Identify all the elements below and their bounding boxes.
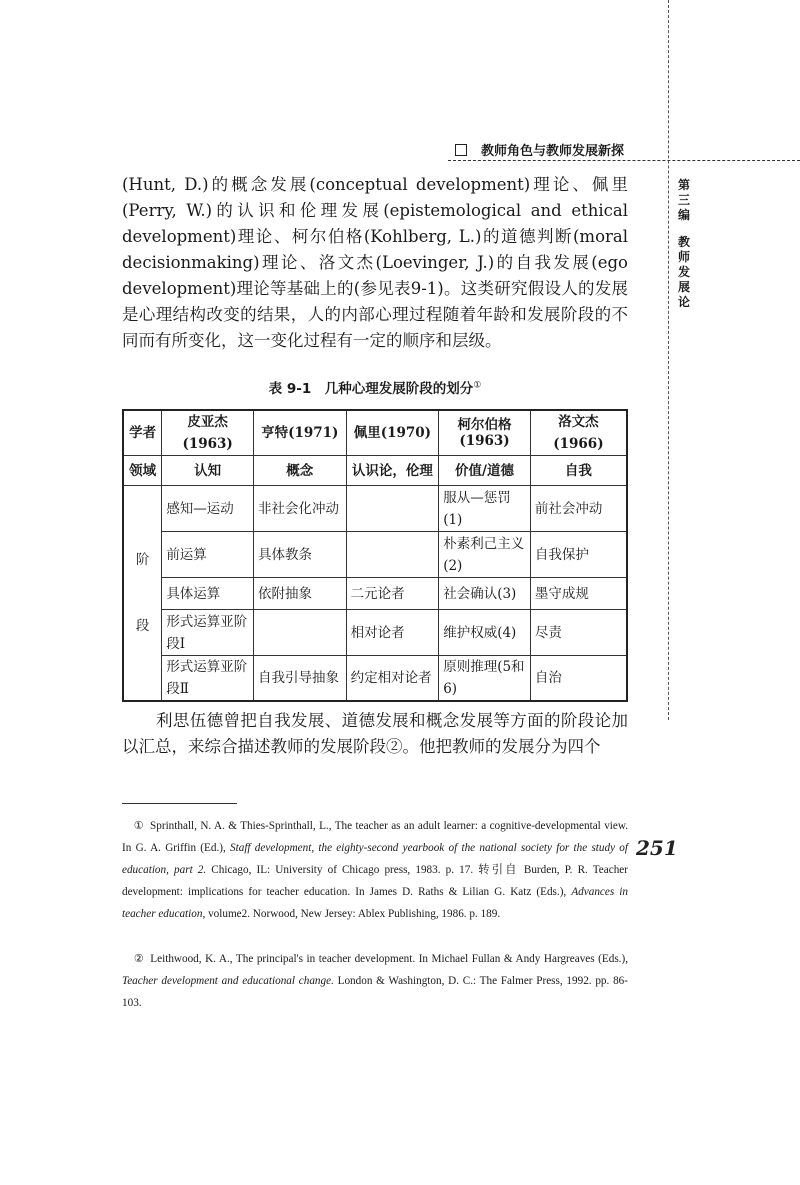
body-paragraph: 利思伍德曾把自我发展、道德发展和概念发展等方面的阶段论加以汇总，来综合描述教师的发展阶段②。他把教师的发展分为四个 <box>122 711 628 756</box>
table-cell: 前社会冲动 <box>530 486 627 532</box>
footnote-text: Chicago, IL: University of Chicago press, 1983. p. 17. 转引自 Burden, P. R. Teacher development: implications for teacher education. In James D. Raths & Lilian G. Katz (Eds.), <box>122 864 628 898</box>
footnote-1 <box>122 815 628 925</box>
margin-dashed-rule <box>668 0 669 720</box>
table-header-cell: 皮亚杰(1963) <box>162 410 254 456</box>
table-cell: 认识论，伦理 <box>346 456 439 486</box>
table-header-cell: 学者 <box>123 410 162 456</box>
table-cell: 具体运算 <box>162 578 254 610</box>
table-cell: 形式运算亚阶段Ⅰ <box>162 610 254 656</box>
footnote-mark: ① <box>133 820 145 832</box>
table-row <box>123 656 627 702</box>
table-header-cell: 亨特(1971) <box>253 410 346 456</box>
table-cell: 领域 <box>123 456 162 486</box>
table-cell: 原则推理(5和6) <box>439 656 531 702</box>
body-paragraph: (Hunt, D.)的概念发展(conceptual development)理论、佩里(Perry, W.)的认识和伦理发展(epistemological and ethical development)理论、柯尔伯格(Kohlberg, L.)的道德判断(moral decisionmaking)理论、洛文杰(Loevinger, J.)的自我发展(ego development)理论等基础上的(参见表9-1)。这类研究假设人的发展是心理结构改变的结果，人的内部心理过程随着年龄和发展阶段的不同而有所变化，这一变化过程有一定的顺序和层级。 <box>122 175 628 350</box>
table-cell: 依附抽象 <box>253 578 346 610</box>
footnote-text: Leithwood, K. A., The principal's in teacher development. In Michael Fullan & Andy Hargreaves (Eds.), <box>150 953 628 965</box>
table-cell: 约定相对论者 <box>346 656 439 702</box>
page-number: 251 <box>636 836 678 860</box>
side-tab-section: 教师发展论 <box>677 235 690 309</box>
table-header-cell: 佩里(1970) <box>346 410 439 456</box>
table-cell: 自我保护 <box>530 532 627 578</box>
footnote-italic: Teacher development and educational change. <box>122 975 334 987</box>
stage-label-cell <box>123 486 162 702</box>
table-cell <box>253 610 346 656</box>
footnote-text: volume2. Norwood, New Jersey: Ablex Publishing, 1986. p. 189. <box>205 908 501 920</box>
side-tab <box>676 178 692 310</box>
table-cell: 概念 <box>253 456 346 486</box>
square-bullet-icon <box>455 144 467 156</box>
stage-label: 段 <box>135 618 150 634</box>
table-domain-row <box>123 456 627 486</box>
footnote-italic: Advances in teacher education, <box>122 886 628 920</box>
table-cell: 自我 <box>530 456 627 486</box>
caption-text: 表 9-1 几种心理发展阶段的划分 <box>268 381 474 397</box>
table-header-row <box>123 410 627 456</box>
stages-table <box>122 409 628 702</box>
table-cell: 非社会化冲动 <box>253 486 346 532</box>
side-tab-part: 第三编 <box>677 178 690 222</box>
table-cell: 自治 <box>530 656 627 702</box>
running-header <box>455 140 624 159</box>
table-caption <box>122 377 628 397</box>
table-header-cell: 洛文杰(1966) <box>530 410 627 456</box>
footnote-mark: ② <box>133 953 145 965</box>
book-title: 教师角色与教师发展新探 <box>481 144 625 159</box>
table-cell <box>346 486 439 532</box>
table-cell: 认知 <box>162 456 254 486</box>
table-header-cell: 柯尔伯格(1963) <box>439 410 531 456</box>
table-cell: 朴素利己主义(2) <box>439 532 531 578</box>
footnote-italic: Staff development, the eighty-second yearbook of the national society for the study of education, part 2. <box>122 842 629 876</box>
footnote-rule <box>122 803 237 804</box>
caption-footnote-mark: ① <box>473 380 482 391</box>
table-cell: 前运算 <box>162 532 254 578</box>
table-cell: 感知—运动 <box>162 486 254 532</box>
table-cell: 自我引导抽象 <box>253 656 346 702</box>
stage-label: 阶 <box>135 552 150 568</box>
table-cell: 具体教条 <box>253 532 346 578</box>
header-dashed-rule <box>448 160 800 161</box>
table-cell: 维护权威(4) <box>439 610 531 656</box>
table-row <box>123 578 627 610</box>
footnote-2 <box>122 948 628 1014</box>
table-row <box>123 486 627 532</box>
table-cell: 形式运算亚阶段Ⅱ <box>162 656 254 702</box>
table-cell <box>346 532 439 578</box>
table-cell: 尽责 <box>530 610 627 656</box>
table-cell: 社会确认(3) <box>439 578 531 610</box>
table-cell: 服从—惩罚(1) <box>439 486 531 532</box>
footnote-text: Sprinthall, N. A. & Thies-Sprinthall, L., The teacher as an adult learner: a cognitive-developmental view. In G. A. Griffin (Ed.), <box>122 820 629 854</box>
table-cell: 墨守成规 <box>530 578 627 610</box>
table-cell: 价值/道德 <box>439 456 531 486</box>
table-row <box>123 610 627 656</box>
table-cell: 相对论者 <box>346 610 439 656</box>
table-cell: 二元论者 <box>346 578 439 610</box>
footnote-text: London & Washington, D. C.: The Falmer Press, 1992. pp. 86-103. <box>122 975 628 1009</box>
table-row <box>123 532 627 578</box>
